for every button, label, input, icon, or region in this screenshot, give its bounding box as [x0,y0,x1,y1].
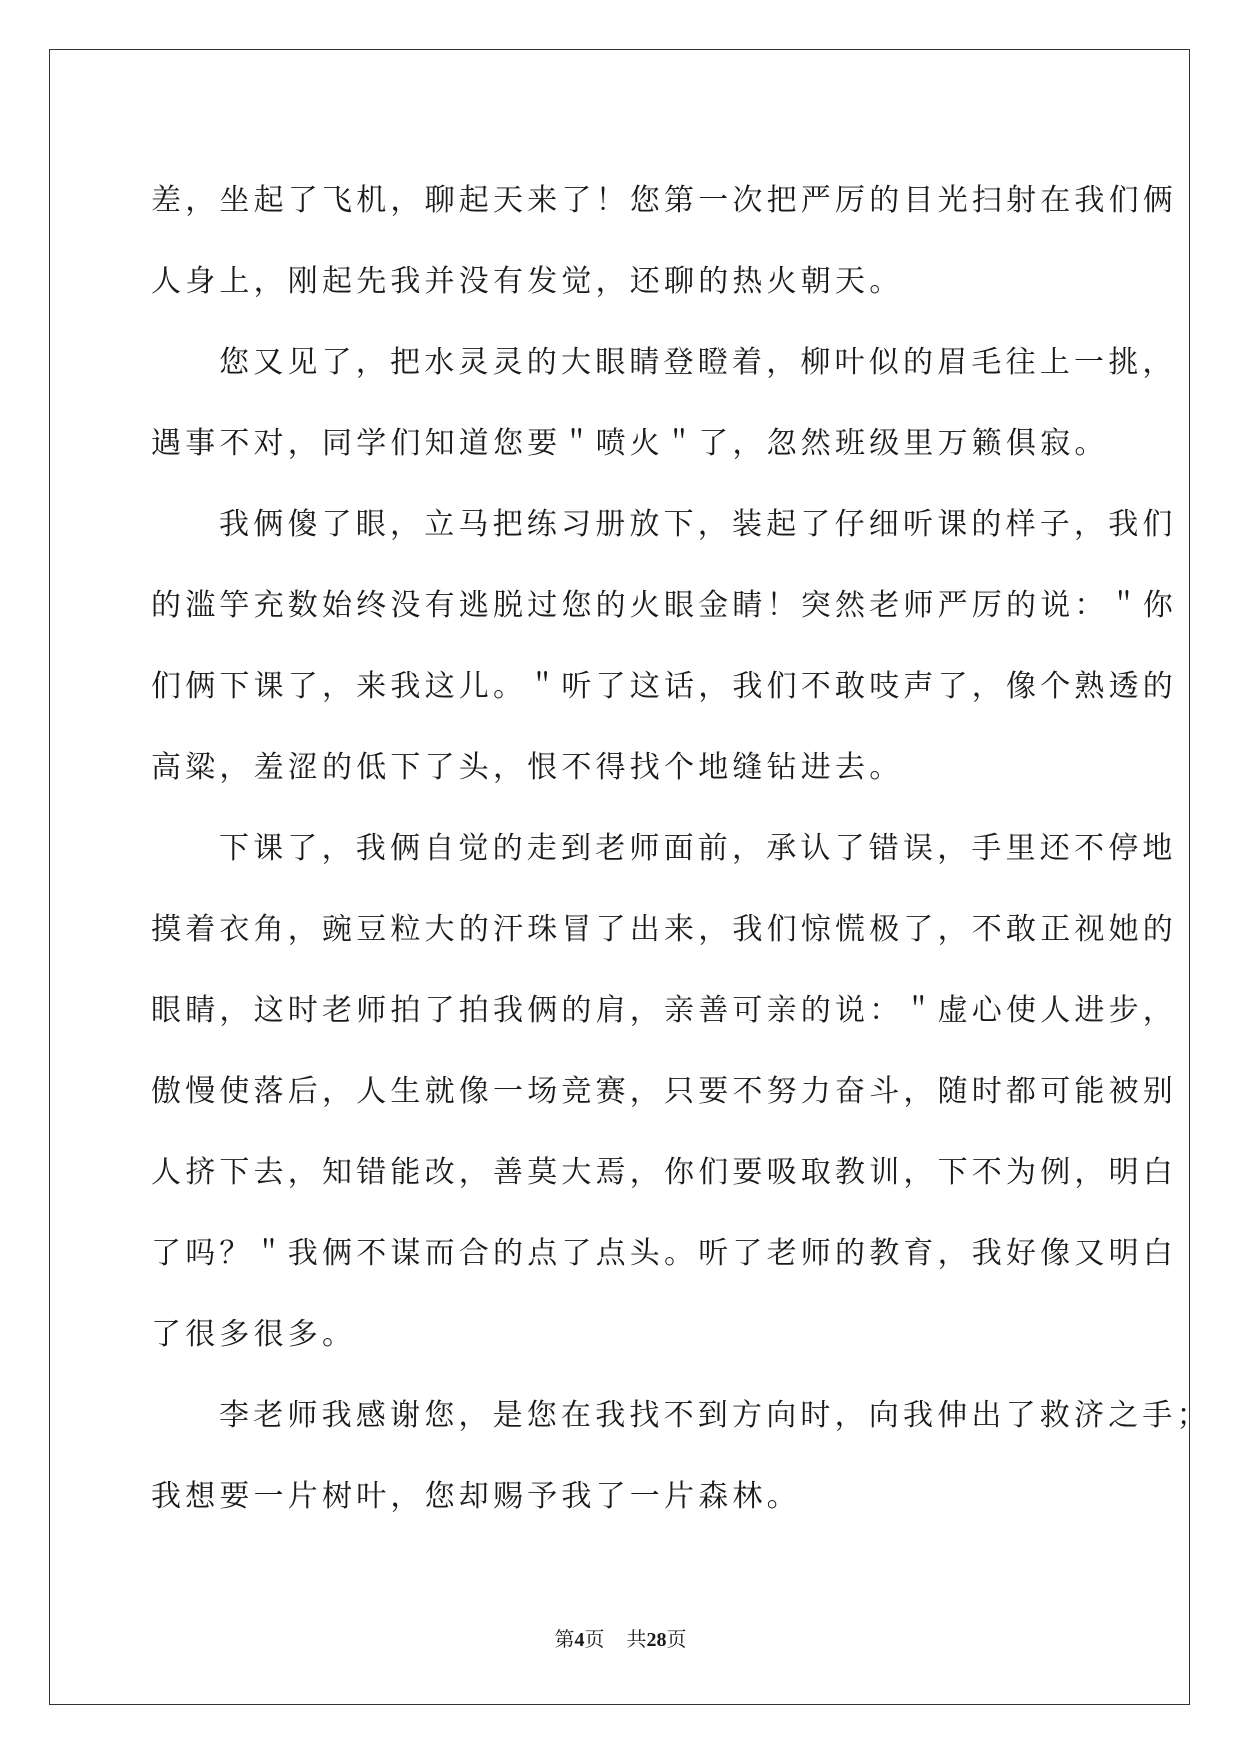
document-body [151,160,1211,1537]
footer-total-prefix: 共 [626,1629,647,1651]
paragraph [151,484,1177,808]
paragraph [151,808,1177,1375]
text-line: 了吗？＂我俩不谋而合的点了点头。听了老师的教育，我好像又明白 [151,1236,1177,1271]
footer-total-suffix: 页 [666,1629,687,1651]
text-line: 遇事不对，同学们知道您要＂喷火＂了，忽然班级里万籁俱寂。 [151,426,1109,461]
paragraph [151,1375,1211,1537]
text-line: 我俩傻了眼，立马把练习册放下，装起了仔细听课的样子，我们 [219,507,1177,542]
text-line: 的滥竽充数始终没有逃脱过您的火眼金睛！突然老师严厉的说：＂你 [151,588,1177,623]
text-line: 们俩下课了，来我这儿。＂听了这话，我们不敢吱声了，像个熟透的 [151,669,1177,704]
text-line: 高粱，羞涩的低下了头，恨不得找个地缝钻进去。 [151,750,904,785]
paragraph [151,160,1177,322]
page-number: 4 [574,1629,585,1651]
text-line: 了很多很多。 [151,1317,357,1352]
footer-page-suffix: 页 [584,1629,605,1651]
text-line: 傲慢使落后，人生就像一场竞赛，只要不努力奋斗，随时都可能被别 [151,1074,1177,1109]
text-line: 人身上，刚起先我并没有发觉，还聊的热火朝天。 [151,264,904,299]
text-line: 差，坐起了飞机，聊起天来了！您第一次把严厉的目光扫射在我们俩 [151,183,1177,218]
total-pages: 28 [646,1629,667,1651]
text-line: 人挤下去，知错能改，善莫大焉，你们要吸取教训，下不为例，明白 [151,1155,1177,1190]
paragraph [151,322,1177,484]
text-line: 李老师我感谢您，是您在我找不到方向时，向我伸出了救济之手； [219,1398,1211,1433]
page-footer [0,1628,1241,1652]
text-line: 下课了，我俩自觉的走到老师面前，承认了错误，手里还不停地 [219,831,1177,866]
text-line: 您又见了，把水灵灵的大眼睛登瞪着，柳叶似的眉毛往上一挑， [219,345,1177,380]
text-line: 眼睛，这时老师拍了拍我俩的肩，亲善可亲的说：＂虚心使人进步， [151,993,1177,1028]
text-line: 摸着衣角，豌豆粒大的汗珠冒了出来，我们惊慌极了，不敢正视她的 [151,912,1177,947]
text-line: 我想要一片树叶，您却赐予我了一片森林。 [151,1479,801,1514]
footer-prefix: 第 [554,1629,575,1651]
